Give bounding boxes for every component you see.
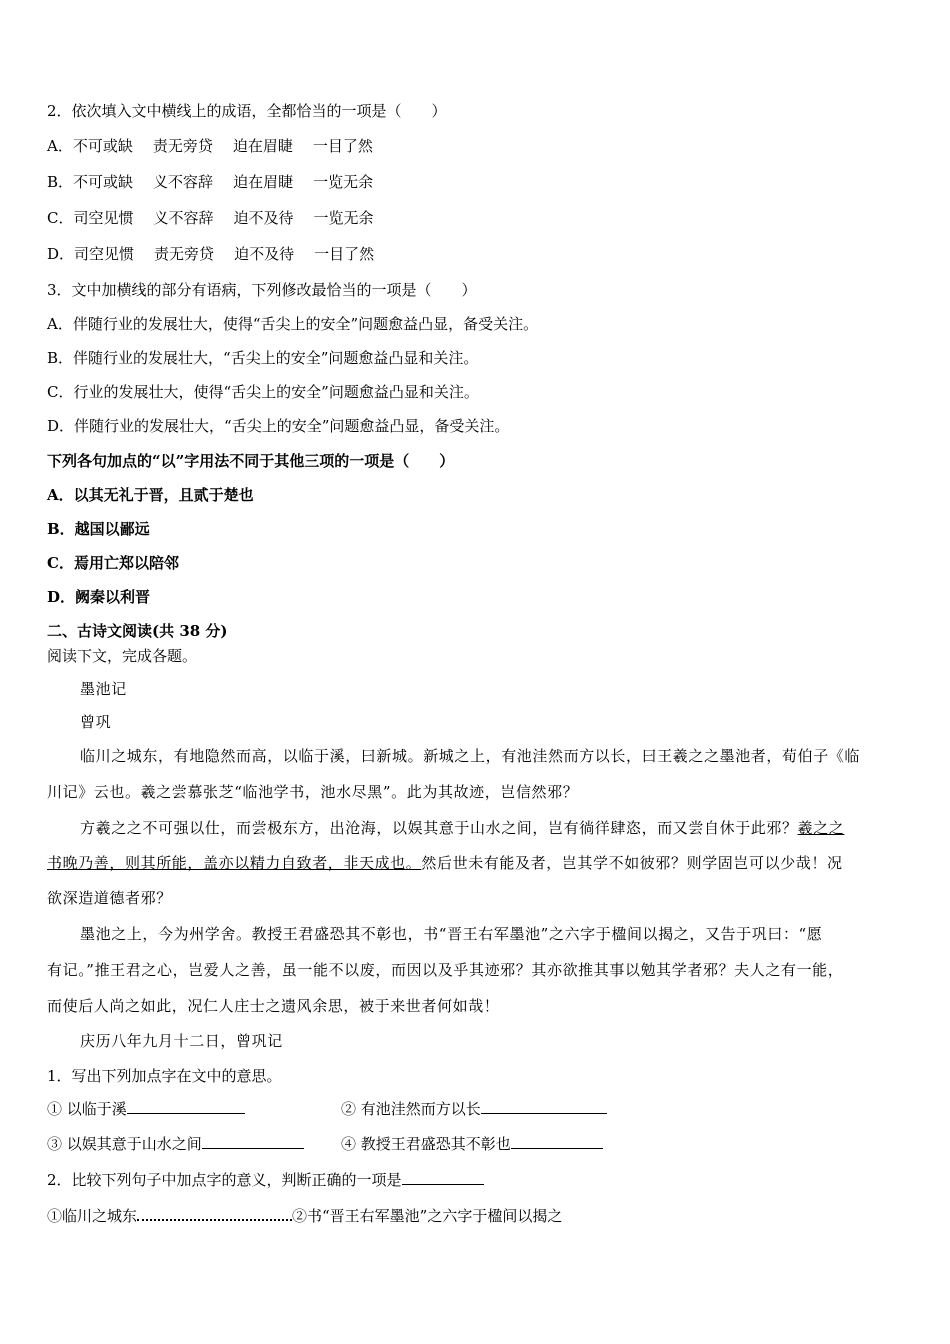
passage-p3-line2: 有记。”推王君之心，岂爱人之善，虽一能不以废，而因以及乎其迹邪？其亦欲推其事以勉其学者邪？夫人之有一能， xyxy=(47,961,844,979)
section-heading: 二、古诗文阅读(共 38 分) xyxy=(47,622,228,640)
passage-p2-line2 xyxy=(47,853,843,873)
q-yi-option-a[interactable]: A．以其无礼于晋，且贰于楚也 xyxy=(47,486,254,504)
passage-author: 曾巩 xyxy=(80,713,112,731)
underlined-text: 羲之之 xyxy=(797,819,845,837)
underlined-text: 书晚乃善，则其所能，盖亦以精力自致者，非天成也。 xyxy=(47,854,422,872)
subq2-item2: ②书“晋王右军墨池”之六字于楹间以揭之 xyxy=(292,1207,563,1225)
idiom: 司空见惯 xyxy=(74,245,135,263)
q-yi-option-d[interactable]: D．阙秦以利晋 xyxy=(47,588,151,606)
idiom: 一览无余 xyxy=(313,209,374,227)
q-yi-option-c[interactable]: C．焉用亡郑以陪邻 xyxy=(47,554,179,572)
passage-p2-line3: 欲深造道德者邪？ xyxy=(47,889,172,907)
passage-p3-line1: 墨池之上，今为州学舍。教授王君盛恐其不彰也，书“晋王右军墨池”之六字于楹间以揭之，又告于巩曰：“愿 xyxy=(80,925,823,943)
subq1-stem: 1．写出下列加点字在文中的意思。 xyxy=(47,1067,282,1085)
answer-blank-4[interactable] xyxy=(511,1134,603,1149)
q3-option-c[interactable]: C．行业的发展壮大，使得“舌尖上的安全”问题愈益凸显和关注。 xyxy=(47,383,479,401)
subq2-stem-row xyxy=(47,1170,484,1190)
passage-p2-line1 xyxy=(80,818,844,838)
idiom: 一目了然 xyxy=(314,245,375,263)
answer-blank-2[interactable] xyxy=(481,1099,607,1114)
subq1-item3: ③ 以娱其意于山水之间 xyxy=(47,1135,202,1153)
q3-option-a[interactable]: A．伴随行业的发展壮大，使得“舌尖上的安全”问题愈益凸显，备受关注。 xyxy=(47,315,539,333)
q-yi-stem: 下列各句加点的“以”字用法不同于其他三项的一项是（ ） xyxy=(47,452,455,470)
q3-stem: 3．文中加横线的部分有语病，下列修改最恰当的一项是（ ） xyxy=(47,281,477,299)
passage-p3-line3: 而使后人尚之如此，况仁人庄士之遗风余思，被于来世者何如哉！ xyxy=(47,997,500,1015)
option-label: D． xyxy=(47,245,75,263)
q-yi-option-b[interactable]: B．越国以鄙远 xyxy=(47,520,150,538)
q2-option-c[interactable] xyxy=(47,208,374,228)
subq2-stem: 2．比较下列句子中加点字的意义，判断正确的一项是 xyxy=(47,1171,402,1189)
option-label: A． xyxy=(47,137,73,155)
answer-blank-1[interactable] xyxy=(127,1099,245,1114)
plain-text: 然后世未有能及者，岂其学不如彼邪？则学固岂可以少哉！况 xyxy=(421,854,843,872)
q2-option-d[interactable] xyxy=(47,244,374,264)
idiom: 迫在眉睫 xyxy=(233,173,294,191)
idiom: 不可或缺 xyxy=(73,173,134,191)
dotted-separator xyxy=(137,1205,292,1221)
option-label: C． xyxy=(47,209,74,227)
subq1-row1-right xyxy=(341,1099,607,1119)
subq1-row2-right xyxy=(341,1134,603,1154)
q2-stem: 2．依次填入文中横线上的成语，全都恰当的一项是（ ） xyxy=(47,102,447,120)
subq1-row2 xyxy=(47,1134,304,1154)
idiom: 一目了然 xyxy=(312,137,373,155)
idiom: 迫在眉睫 xyxy=(232,137,293,155)
passage-title: 墨池记 xyxy=(80,680,127,698)
idiom: 义不容辞 xyxy=(153,173,214,191)
q3-option-d[interactable]: D．伴随行业的发展壮大，“舌尖上的安全”问题愈益凸显，备受关注。 xyxy=(47,417,510,435)
idiom: 不可或缺 xyxy=(72,137,133,155)
subq1-row1 xyxy=(47,1099,245,1119)
idiom: 一览无余 xyxy=(313,173,374,191)
subq1-item2: ② 有池洼然而方以长 xyxy=(341,1100,481,1118)
q2-option-b[interactable] xyxy=(47,172,373,192)
subq2-items-row xyxy=(47,1205,562,1226)
idiom: 迫不及待 xyxy=(234,245,295,263)
passage-p1-line1: 临川之城东，有地隐然而高，以临于溪，曰新城。新城之上，有池洼然而方以长，曰王羲之之墨池者，荀伯子《临 xyxy=(80,747,861,765)
option-label: B． xyxy=(47,173,74,191)
plain-text: 方羲之之不可强以仕，而尝极东方，出沧海，以娱其意于山水之间，岂有徜徉肆恣，而又尝自休于此邪？ xyxy=(80,819,798,837)
q2-option-a[interactable] xyxy=(47,136,373,156)
subq1-item4: ④ 教授王君盛恐其不彰也 xyxy=(341,1135,511,1153)
idiom: 义不容辞 xyxy=(153,209,214,227)
idiom: 责无旁贷 xyxy=(154,245,215,263)
passage-date: 庆历八年九月十二日，曾巩记 xyxy=(80,1032,283,1050)
idiom: 迫不及待 xyxy=(233,209,294,227)
idiom: 责无旁贷 xyxy=(152,137,213,155)
answer-blank-3[interactable] xyxy=(202,1134,304,1149)
section-instruction: 阅读下文，完成各题。 xyxy=(47,647,198,665)
subq2-item1: ①临川之城东 xyxy=(47,1207,138,1225)
answer-blank-5[interactable] xyxy=(402,1170,484,1185)
subq1-item1: ① 以临于溪 xyxy=(47,1100,127,1118)
q3-option-b[interactable]: B．伴随行业的发展壮大，“舌尖上的安全”问题愈益凸显和关注。 xyxy=(47,349,479,367)
idiom: 司空见惯 xyxy=(73,209,134,227)
passage-p1-line2: 川记》云也。羲之尝慕张芝“临池学书，池水尽黑”。此为其故迹，岂信然邪？ xyxy=(47,783,579,801)
